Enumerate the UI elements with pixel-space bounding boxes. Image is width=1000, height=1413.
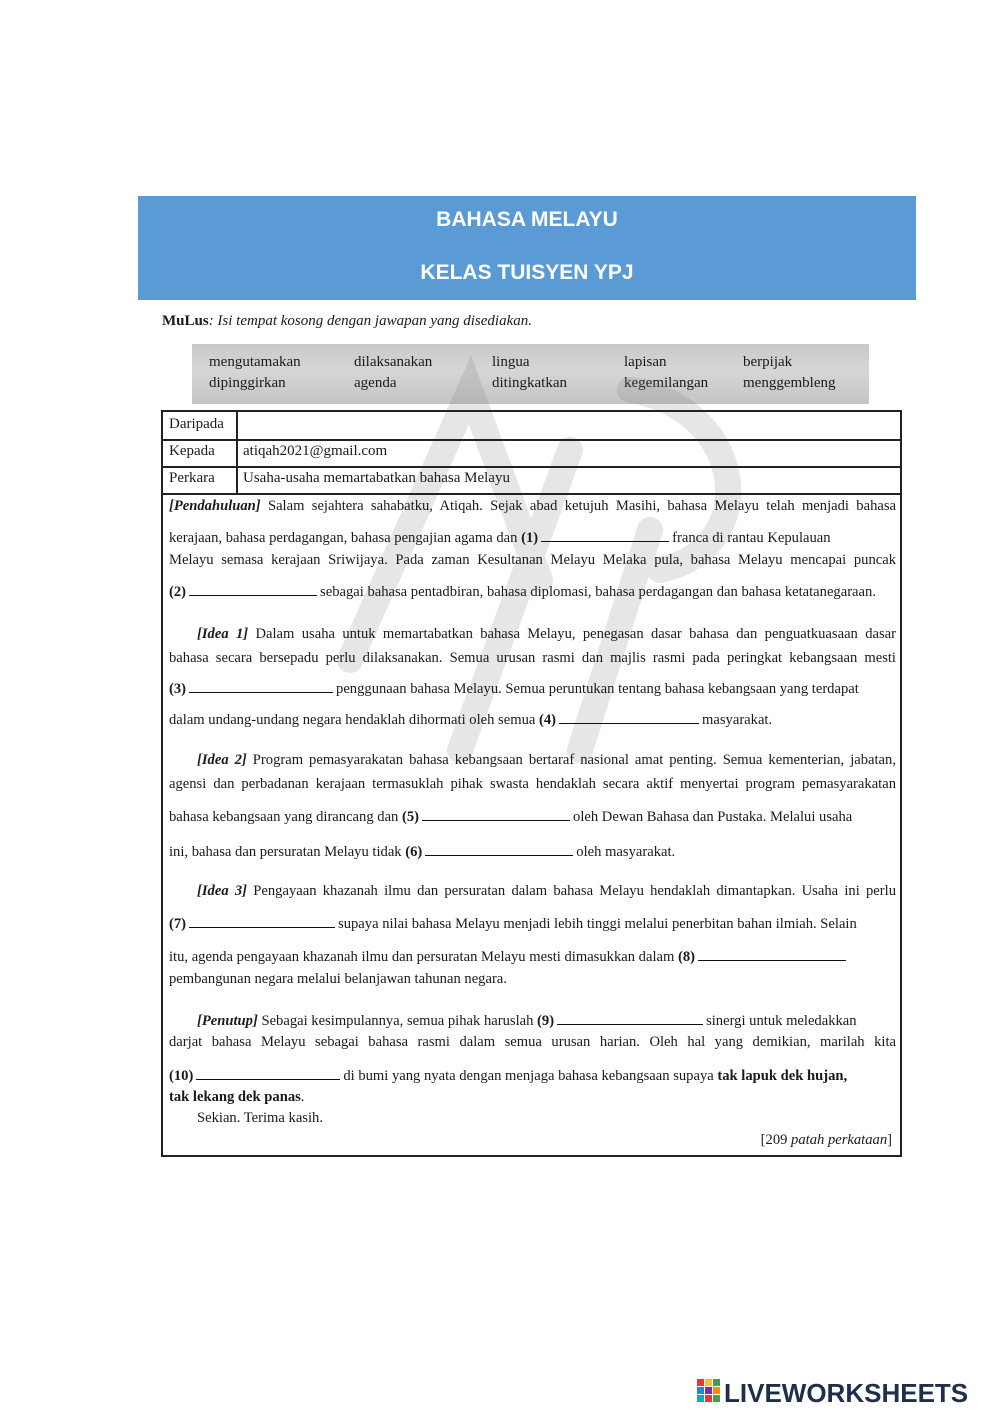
text-span: itu, agenda pengayaan khazanah ilmu dan persuratan Melayu mesti dimasukkan dalam xyxy=(169,949,678,965)
blank-number: (6) xyxy=(405,844,423,860)
text-span: kerajaan, bahasa perdagangan, bahasa pengajian agama dan xyxy=(169,530,522,546)
text-span: darjat bahasa Melayu sebagai bahasa rasmi dalam semua urusan harian. Oleh hal yang demikian, marilah kita xyxy=(169,1034,896,1050)
blank-10-input[interactable] xyxy=(196,1078,340,1080)
blank-3-input[interactable] xyxy=(189,691,333,693)
paragraph-line xyxy=(169,552,896,569)
blank-number: (5) xyxy=(402,809,420,825)
memo-form xyxy=(161,410,902,1157)
paragraph-line xyxy=(169,971,507,988)
paragraph-line xyxy=(197,883,896,900)
text-span: masyarakat. xyxy=(702,712,773,728)
word-bank xyxy=(192,344,869,404)
section-tag: [Pendahuluan] xyxy=(169,498,261,514)
text-span: pembangunan negara melalui belanjawan tahunan negara. xyxy=(169,971,507,987)
liveworksheets-logo-icon xyxy=(697,1378,721,1404)
memo-divider xyxy=(236,439,238,466)
word-bank-item: ditingkatkan xyxy=(492,375,567,391)
header-title: BAHASA MELAYU xyxy=(436,208,618,231)
blank-9-input[interactable] xyxy=(557,1023,703,1025)
memo-to-value: atiqah2021@gmail.com xyxy=(243,443,388,459)
blank-2-input[interactable] xyxy=(189,594,317,596)
blank-5-input[interactable] xyxy=(422,819,570,821)
blank-4-input[interactable] xyxy=(559,722,699,724)
blank-number: (8) xyxy=(678,949,696,965)
text-span: ini, bahasa dan persuratan Melayu tidak xyxy=(169,844,406,860)
footer-brand[interactable] xyxy=(697,1378,969,1408)
blank-number: (2) xyxy=(169,584,187,600)
word-bank-item: berpijak xyxy=(743,354,793,370)
paragraph-line xyxy=(197,1013,857,1030)
text-span: bahasa secara bersepadu perlu dilaksanakan. Semua urusan rasmi dan majlis rasmi pada peringkat kebangsaan mesti xyxy=(169,650,896,666)
memo-row-subject xyxy=(163,466,900,495)
paragraph-line xyxy=(169,1034,896,1051)
blank-number: (3) xyxy=(169,681,187,697)
paragraph-line xyxy=(169,681,859,698)
paragraph-line xyxy=(169,530,831,547)
text-span: . xyxy=(300,1089,305,1105)
paragraph-line xyxy=(169,809,852,826)
text-span: Program pemasyarakatan bahasa kebangsaan bertaraf nasional amat penting. Semua kementerian, jabatan, xyxy=(246,752,896,768)
blank-8-input[interactable] xyxy=(698,959,846,961)
text-span: Sebagai kesimpulannya, semua pihak haruslah xyxy=(257,1013,538,1029)
text-span: supaya nilai bahasa Melayu menjadi lebih tinggi melalui penerbitan bahan ilmiah. Selain xyxy=(338,916,857,932)
word-bank-item: agenda xyxy=(354,375,397,391)
text-span: di bumi yang nyata dengan menjaga bahasa kebangsaan supaya xyxy=(343,1068,718,1084)
word-bank-item: dipinggirkan xyxy=(209,375,286,391)
footer-brand-text: LIVEWORKSHEETS xyxy=(724,1378,969,1408)
memo-row-from xyxy=(163,412,900,441)
word-bank-item: menggembleng xyxy=(743,375,836,391)
paragraph-line xyxy=(169,949,849,966)
text-span: dalam undang-undang negara hendaklah dihormati oleh semua xyxy=(169,712,539,728)
text-span: penggunaan bahasa Melayu. Semua peruntukan tentang bahasa kebangsaan yang terdapat xyxy=(336,681,859,697)
blank-7-input[interactable] xyxy=(189,926,335,928)
memo-row-to xyxy=(163,439,900,468)
text-span: Pengayaan khazanah ilmu dan persuratan dalam bahasa Melayu hendaklah dimantapkan. Usaha ini perlu xyxy=(247,883,896,899)
blank-number: (10) xyxy=(169,1068,194,1084)
paragraph-line xyxy=(169,498,896,515)
section-tag: [Idea 3] xyxy=(197,883,248,899)
word-bank-item: lingua xyxy=(492,354,530,370)
text-span: ] xyxy=(887,1132,892,1148)
paragraph-line xyxy=(169,916,857,933)
word-bank-item: kegemilangan xyxy=(624,375,709,391)
paragraph-line xyxy=(169,1089,304,1106)
blank-1-input[interactable] xyxy=(541,540,669,542)
text-span: sebagai bahasa pentadbiran, bahasa diplomasi, bahasa perdagangan dan bahasa ketatanegaraan. xyxy=(320,584,876,600)
text-span: 209 xyxy=(765,1132,788,1148)
paragraph-line xyxy=(169,776,896,793)
memo-divider xyxy=(236,412,238,439)
blank-number: (9) xyxy=(537,1013,555,1029)
memo-subject-label: Perkara xyxy=(169,470,215,486)
instruction-text: : Isi tempat kosong dengan jawapan yang disediakan. xyxy=(208,313,532,329)
text-span: oleh masyarakat. xyxy=(576,844,676,860)
memo-to-label: Kepada xyxy=(169,443,215,459)
text-span: franca di rantau Kepulauan xyxy=(672,530,831,546)
blank-number: (4) xyxy=(539,712,557,728)
word-bank-item: lapisan xyxy=(624,354,667,370)
paragraph-line xyxy=(169,712,772,729)
text-span: [ xyxy=(760,1132,766,1148)
memo-divider xyxy=(236,466,238,493)
paragraph-line xyxy=(197,752,896,769)
text-span: patah perkataan xyxy=(787,1132,888,1148)
text-span: bahasa kebangsaan yang dirancang dan xyxy=(169,809,402,825)
paragraph-line xyxy=(169,844,675,861)
text-span: Salam sejahtera sahabatku, Atiqah. Sejak abad ketujuh Masihi, bahasa Melayu telah menjadi bahasa xyxy=(260,498,896,514)
word-bank-item: dilaksanakan xyxy=(354,354,433,370)
paragraph-line xyxy=(169,584,876,601)
blank-number: (1) xyxy=(521,530,539,546)
paragraph-line xyxy=(169,1068,847,1085)
text-span: oleh Dewan Bahasa dan Pustaka. Melalui usaha xyxy=(573,809,853,825)
section-tag: [Idea 1] xyxy=(197,626,249,642)
paragraph-line xyxy=(197,626,896,643)
blank-number: (7) xyxy=(169,916,187,932)
text-span: Melayu semasa kerajaan Sriwijaya. Pada zaman Kesultanan Melayu Melaka pula, bahasa Melayu mencapai puncak xyxy=(169,552,896,568)
closing-line: Sekian. Terima kasih. xyxy=(197,1110,323,1126)
section-tag: [Idea 2] xyxy=(197,752,247,768)
text-span: tak lapuk dek hujan, xyxy=(717,1068,848,1084)
memo-subject-value: Usaha-usaha memartabatkan bahasa Melayu xyxy=(243,470,510,486)
word-bank-item: mengutamakan xyxy=(209,354,301,370)
blank-6-input[interactable] xyxy=(425,854,573,856)
header-subtitle: KELAS TUISYEN YPJ xyxy=(420,261,634,284)
instruction-label: MuLus xyxy=(162,313,209,329)
text-span: Dalam usaha untuk memartabatkan bahasa Melayu, penegasan dasar bahasa dan penguatkuasaan dasar xyxy=(248,626,896,642)
text-span: tak lekang dek panas xyxy=(169,1089,301,1105)
text-span: agensi dan perbadanan kerajaan termasuklah pihak swasta hendaklah secara aktif menyertai program pemasyarakatan xyxy=(169,776,896,792)
header-banner xyxy=(138,196,916,300)
section-tag: [Penutup] xyxy=(197,1013,258,1029)
text-span: sinergi untuk meledakkan xyxy=(706,1013,857,1029)
word-count xyxy=(761,1132,892,1149)
memo-from-label: Daripada xyxy=(169,416,224,432)
paragraph-line xyxy=(169,650,896,667)
instruction xyxy=(162,313,532,330)
